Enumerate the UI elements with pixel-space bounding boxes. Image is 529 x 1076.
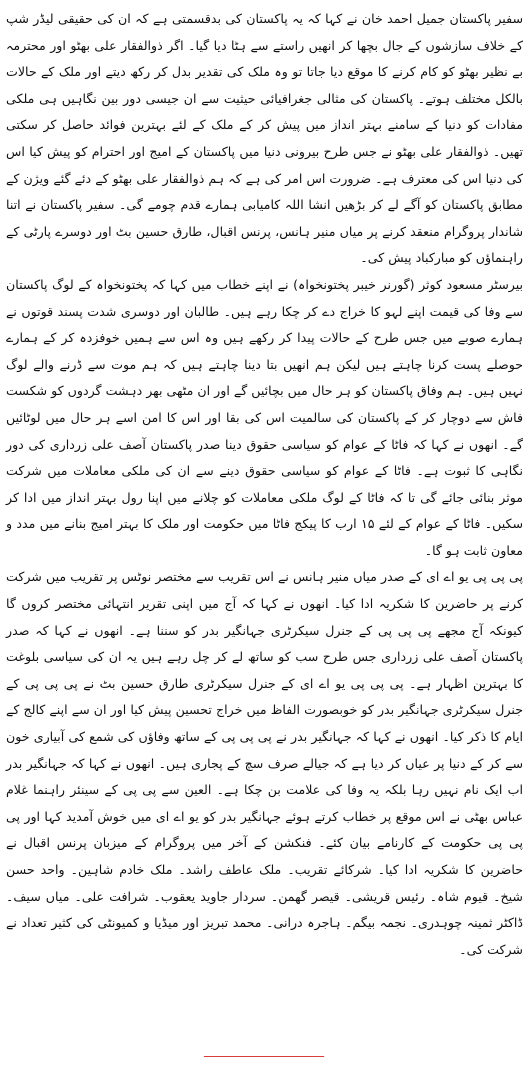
paragraph-governor-speech: بیرسٹر مسعود کوثر (گورنر خیبر پختونخواہ) نے اپنے خطاب میں کہا کہ پختونخواہ کے لوگ پاکستان سے وفا کی قیمت اپنے لہو کا خراج دے کر چکا رہے ہیں۔ طالبان اور دوسری شدت پسند قوتوں نے ہمارے صوبے میں جس طرح کے حالات پیدا کر رکھے ہیں وہ اس سے ہمیں خوفزدہ کر کے ہمارے حوصلے پست کرنا چاہتے ہیں لیکن ہم انھیں بتا دینا چاہتے ہیں کہ ہم موت سے ڈرنے والے لوگ نہیں ہیں۔ ہم وفاق پاکستان کو ہر حال میں بچائیں گے اور ان مٹھی بھر دہشت گردوں کو شکست فاش سے دوچار کر کے پاکستان کی سالمیت اس کی بقا اور اس کا امن اسے ہر حال میں لوٹائیں گے۔ انھوں نے کہا کہ فاٹا کے عوام کو سیاسی حقوق دینا صدر پاکستان آصف علی زرداری کی دور نگاہی کا ثبوت ہے۔ فاٹا کے عوام کو سیاسی حقوق دینے سے ان کی ملکی معاملات میں شرکت موثر بنائی جائے گی تا کہ فاٹا کے لوگ ملکی معاملات کو چلانے میں اپنا رول بہتر انداز میں ادا کر سکیں۔ فاٹا کے عوام کے لئے ۱۵ ارب کا پیکج فاٹا میں حکومت اور ملک کا بہتر امیج بنانے میں مدد و معاون ثابت ہو گا۔ <box>6 276 524 558</box>
footer-divider: ـــــــــــــــــــــــــــــــــــــــــ <box>203 1050 325 1060</box>
paragraph-ambassador-speech: سفیر پاکستان جمیل احمد خان نے کہا کہ یہ پاکستان کی بدقسمتی ہے کہ ان کی حقیقی لیڈر شپ کے خلاف سازشوں کے جال بچھا کر انھیں راستے سے ہٹا دیا گیا۔ اگر ذوالفقار علی بھٹو اور محترمہ بے نظیر بھٹو کو کام کرنے کا موقع دیا جاتا تو وہ ملک کی تقدیر بدل کر رکھ دیتے اور ملک کے حالات بالکل مختلف ہوتے۔ پاکستان کی مثالی جغرافیائی حیثیت سے ان جیسی دور بین نگاہیں ہی ملکی مفادات کو دنیا کے سامنے بہتر انداز میں پیش کر کے ملک کے لئے بہترین فوائد حاصل کر سکتی تھیں۔ ذوالفقار علی بھٹو نے جس طرح بیرونی دنیا میں پاکستان کے امیج اور احترام کو پیش کیا اس کی دنیا اس کی معترف ہے۔ ضرورت اس امر کی ہے کہ ہم ذوالفقار علی بھٹو کے دئے گئے ویژن کے مطابق پاکستان کو آگے لے کر بڑھیں انشا اللہ کامیابی ہمارے قدم چومے گی۔ سفیر پاکستان نے اتنا شاندار پروگرام منعقد کرنے پر میاں منیر ہانس، پرنس اقبال، طارق حسین بٹ اور دوسرے پارٹی کے راہنماؤں کو مبارکباد پیش کی۔ <box>6 11 523 266</box>
paragraph-president-speech-and-attendees: پی پی پی یو اے ای کے صدر میاں منیر ہانس نے اس تقریب سے مختصر نوٹس پر تقریب میں شرکت کرنے پر حاضرین کا شکریہ ادا کیا۔ انھوں نے کہا کہ آج میں اپنی تقریر انتہائی مختصر کروں گا کیونکہ آج مجھے پی پی پی کے جنرل سیکرٹری جہانگیر بدر کو سننا ہے۔ انھوں نے کہا کہ صدر پاکستان آصف علی زرداری جس طرح سب کو ساتھ لے کر چل رہے ہیں یہ ان کی سیاسی بلوغت کا بہترین اظہار ہے۔ پی پی پی یو اے ای کے جنرل سیکرٹری طارق حسین بٹ نے پی پی پی کے جنرل سیکرٹری جہانگیر بدر کو خوبصورت الفاظ میں خراج تحسین پیش کیا اور ان سے اپنے کالج کے ایام کا ذکر کیا۔ انھوں نے کہا کہ جہانگیر بدر نے پی پی پی کے ساتھ وفاؤں کی شمع کی آبیاری خون سے کر کے دنیا پر عیاں کر دیا ہے کہ جیالے صرف سچ کے پجاری ہیں۔ انھوں نے کہا کہ جہانگیر بدر اب ایک نام نہیں رہا بلکہ یہ وفا کی علامت بن چکا ہے۔ العین سے پی پی کے سینئر راہنما غلام عباس بھٹی نے اس موقع پر خطاب کرتے ہوئے جہانگیر بدر کو یو اے ای میں خوش آمدید کہا اور پی پی پی حکومت کے کارنامے بیان کئے۔ فنکشن کے آخر میں پروگرام کے میزبان پرنس اقبال نے حاضرین کا شکریہ ادا کیا۔ شرکائے تقریب۔ ملک عاطف راشد۔ ملک خادم شاہین۔ واحد حسن شیخ۔ قیوم شاہ۔ رئیس قریشی۔ قیصر گھمن۔ سردار جاوید یعقوب۔ شرافت علی۔ میاں سیف۔ ڈاکٹر ثمینہ چوہدری۔ نجمہ بیگم۔ ہاجرہ درانی۔ محمد تبریز اور میڈیا و کمیونٹی کی کثیر تعداد نے شرکت کی۔ <box>6 569 523 957</box>
